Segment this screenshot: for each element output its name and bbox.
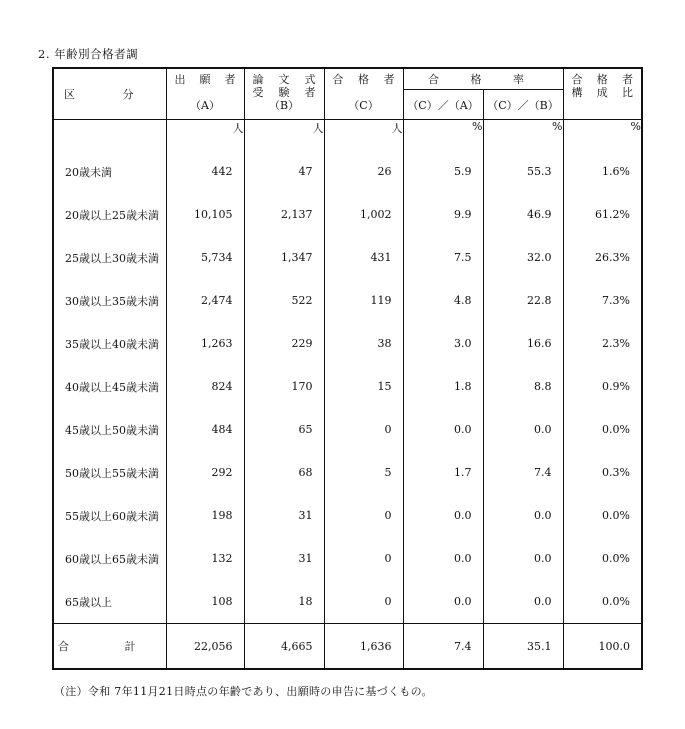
unit-cell: % [563,120,642,151]
rate-ca-cell: 0.0 [403,580,483,624]
row-label: 45歳以上50歳未満 [53,408,166,451]
table-row [53,537,642,580]
row-label: 65歳以上 [53,580,166,624]
share-cell: 0.0% [563,537,642,580]
examinees-cell: 65 [244,408,324,451]
table-row [53,236,642,279]
header-pass-rate: 合 格 率 [403,68,563,90]
share-cell: 1.6% [563,150,642,193]
table-row [53,322,642,365]
share-cell: 0.0% [563,408,642,451]
rate-cb-cell: 32.0 [483,236,563,279]
row-label: 50歳以上55歳未満 [53,451,166,494]
row-label: 40歳以上45歳未満 [53,365,166,408]
passers-cell: 431 [324,236,403,279]
share-cell: 61.2% [563,193,642,236]
share-cell: 0.3% [563,451,642,494]
share-cell: 2.3% [563,322,642,365]
rate-cb-cell: 0.0 [483,408,563,451]
header-passers-code: （C） [348,99,379,112]
share-cell: 26.3% [563,236,642,279]
examinees-cell: 31 [244,537,324,580]
total-share: 100.0 [563,624,642,670]
rate-ca-cell: 0.0 [403,537,483,580]
examinees-cell: 1,347 [244,236,324,279]
age-pass-table [52,67,643,670]
rate-ca-cell: 3.0 [403,322,483,365]
header-applicants [166,68,244,120]
applicants-cell: 198 [166,494,244,537]
unit-cell: 人 [244,120,324,151]
rate-cb-cell: 16.6 [483,322,563,365]
header-composition-line1: 合 格 者 [571,73,633,86]
rate-cb-cell: 8.8 [483,365,563,408]
share-cell: 0.0% [563,580,642,624]
applicants-cell: 824 [166,365,244,408]
header-essay-examinees [244,68,324,120]
passers-cell: 1,002 [324,193,403,236]
units-row [53,120,642,151]
header-applicants-label: 出 願 者 [174,73,236,86]
applicants-cell: 5,734 [166,236,244,279]
passers-cell: 0 [324,580,403,624]
passers-cell: 0 [324,408,403,451]
passers-cell: 0 [324,494,403,537]
header-essay-line1: 論 文 式 [252,73,316,86]
total-applicants: 22,056 [166,624,244,670]
units-blank [53,120,166,151]
rate-ca-cell: 1.8 [403,365,483,408]
header-applicants-code: （A） [190,99,220,112]
rate-cb-cell: 0.0 [483,494,563,537]
unit-cell: % [403,120,483,151]
examinees-cell: 47 [244,150,324,193]
row-label: 25歳以上30歳未満 [53,236,166,279]
applicants-cell: 442 [166,150,244,193]
rate-cb-cell: 46.9 [483,193,563,236]
header-category: 区 分 [53,68,166,120]
passers-cell: 15 [324,365,403,408]
rate-cb-cell: 0.0 [483,537,563,580]
rate-ca-cell: 0.0 [403,494,483,537]
share-cell: 0.0% [563,494,642,537]
rate-cb-cell: 0.0 [483,580,563,624]
applicants-cell: 10,105 [166,193,244,236]
header-rate-ca: （C）／（A） [403,90,483,120]
table-row [53,150,642,193]
header-passers [324,68,403,120]
header-composition-line2: 構 成 比 [571,86,633,99]
examinees-cell: 31 [244,494,324,537]
applicants-cell: 2,474 [166,279,244,322]
row-label: 20歳未満 [53,150,166,193]
rate-cb-cell: 55.3 [483,150,563,193]
examinees-cell: 170 [244,365,324,408]
row-label: 35歳以上40歳未満 [53,322,166,365]
unit-cell: % [483,120,563,151]
rate-ca-cell: 7.5 [403,236,483,279]
share-cell: 0.9% [563,365,642,408]
table-row [53,408,642,451]
row-label: 60歳以上65歳未満 [53,537,166,580]
rate-ca-cell: 0.0 [403,408,483,451]
examinees-cell: 229 [244,322,324,365]
rate-cb-cell: 7.4 [483,451,563,494]
rate-ca-cell: 5.9 [403,150,483,193]
header-essay-line2: 受 験 者 [252,86,316,99]
passers-cell: 5 [324,451,403,494]
row-label: 55歳以上60歳未満 [53,494,166,537]
examinees-cell: 522 [244,279,324,322]
table-row [53,193,642,236]
applicants-cell: 292 [166,451,244,494]
rate-cb-cell: 22.8 [483,279,563,322]
total-passers: 1,636 [324,624,403,670]
total-rate-cb: 35.1 [483,624,563,670]
passers-cell: 26 [324,150,403,193]
table-row [53,451,642,494]
header-rate-cb: （C）／（B） [483,90,563,120]
total-row [53,624,642,670]
rate-ca-cell: 4.8 [403,279,483,322]
table-row [53,580,642,624]
header-essay-code: （B） [268,99,300,112]
share-cell: 7.3% [563,279,642,322]
total-rate-ca: 7.4 [403,624,483,670]
footnote: （注）令和 7年11月21日時点の年齢であり、出願時の申告に基づくもの。 [54,685,433,698]
total-label: 合 計 [53,624,166,670]
applicants-cell: 1,263 [166,322,244,365]
table-row [53,494,642,537]
rate-ca-cell: 1.7 [403,451,483,494]
passers-cell: 0 [324,537,403,580]
passers-cell: 38 [324,322,403,365]
header-passers-label: 合 格 者 [332,73,395,86]
unit-cell: 人 [166,120,244,151]
passers-cell: 119 [324,279,403,322]
unit-cell: 人 [324,120,403,151]
section-title: 2. 年齢別合格者調 [38,47,139,61]
row-label: 20歳以上25歳未満 [53,193,166,236]
table-row [53,279,642,322]
total-examinees: 4,665 [244,624,324,670]
row-label: 30歳以上35歳未満 [53,279,166,322]
applicants-cell: 484 [166,408,244,451]
header-composition [563,68,642,120]
table-row [53,365,642,408]
examinees-cell: 18 [244,580,324,624]
applicants-cell: 132 [166,537,244,580]
rate-ca-cell: 9.9 [403,193,483,236]
examinees-cell: 2,137 [244,193,324,236]
examinees-cell: 68 [244,451,324,494]
applicants-cell: 108 [166,580,244,624]
